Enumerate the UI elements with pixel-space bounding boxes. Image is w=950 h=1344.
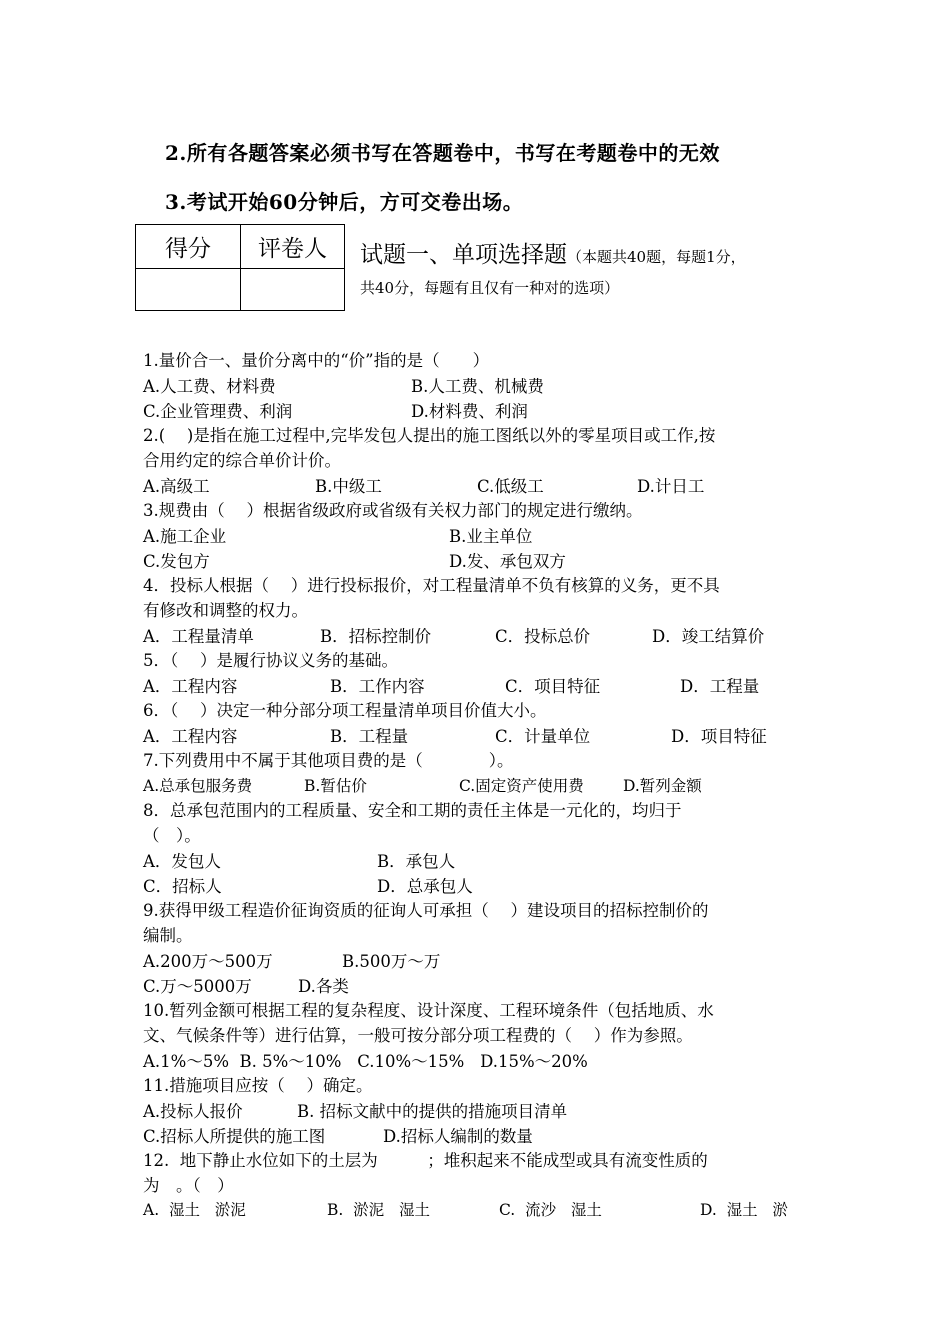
question-2: 2.( )是指在施工过程中,完毕发包人提出的施工图纸以外的零星项目或工作,按	[143, 426, 716, 445]
q7-option-b: B.暂估价	[304, 777, 367, 795]
q6-option-b: B．工程量	[330, 727, 409, 746]
question-5: 5．（ ）是履行协议义务的基础。	[143, 651, 398, 670]
q5-option-b: B．工作内容	[330, 677, 425, 696]
q2-option-d: D.计日工	[637, 477, 705, 496]
q7-option-c: C.固定资产使用费	[459, 777, 584, 795]
q3-option-c: C.发包方	[143, 552, 210, 571]
q11-option-b: B. 招标文献中的提供的措施项目清单	[297, 1102, 568, 1121]
q1-option-d: D.材料费、利润	[411, 402, 528, 421]
q11-option-a: A.投标人报价	[143, 1102, 243, 1121]
question-1: 1.量价合一、量价分离中的“价”指的是（ ）	[143, 351, 490, 370]
question-10: 10.暂列金额可根据工程的复杂程度、设计深度、工程环境条件（包括地质、水	[143, 1001, 714, 1020]
section-heading	[360, 236, 746, 269]
question-4: 4．投标人根据（ ）进行投标报价，对工程量清单不负有核算的义务，更不具	[143, 576, 720, 595]
section-note-1: （本题共40题，每题1分，	[567, 248, 746, 266]
question-12-cont: 为 。（ ）	[143, 1176, 234, 1195]
score-table	[135, 224, 345, 311]
grader-cell	[241, 269, 345, 311]
q12-option-b: B. 淤泥 湿土	[327, 1201, 430, 1219]
q9-option-b: B.500万～万	[342, 952, 441, 971]
q7-option-d: D.暂列金额	[623, 777, 702, 795]
section-title: 试题一、单项选择题	[360, 242, 567, 268]
q2-option-b: B.中级工	[315, 477, 382, 496]
q12-option-c: C. 流沙 湿土	[499, 1201, 602, 1219]
q7-option-a: A.总承包服务费	[143, 777, 253, 795]
q4-option-c: C．投标总价	[495, 627, 591, 646]
q8-option-a: A．发包人	[143, 852, 221, 871]
q9-option-c: C.万～5000万	[143, 977, 252, 996]
score-cell	[136, 269, 241, 311]
q3-option-d: D.发、承包双方	[449, 552, 566, 571]
q6-option-d: D．项目特征	[671, 727, 767, 746]
q4-option-a: A．工程量清单	[143, 627, 254, 646]
notice-3: 3.考试开始60分钟后，方可交卷出场。	[165, 190, 524, 214]
question-7: 7.下列费用中不属于其他项目费的是（ ）。	[143, 751, 514, 770]
q5-option-c: C．项目特征	[505, 677, 601, 696]
q2-option-c: C.低级工	[477, 477, 544, 496]
notice-2: 2.所有各题答案必须书写在答题卷中，书写在考题卷中的无效	[165, 141, 720, 165]
score-header: 得分	[136, 225, 241, 269]
q11-option-d: D.招标人编制的数量	[383, 1127, 533, 1146]
question-8-cont: （ ）。	[143, 826, 201, 845]
q4-option-b: B．招标控制价	[320, 627, 432, 646]
q6-option-c: C．计量单位	[495, 727, 591, 746]
q8-option-b: B．承包人	[377, 852, 456, 871]
question-11: 11.措施项目应按（ ）确定。	[143, 1076, 373, 1095]
q8-option-c: C．招标人	[143, 877, 222, 896]
question-9-cont: 编制。	[143, 926, 193, 945]
q8-option-d: D．总承包人	[377, 877, 473, 896]
q4-option-d: D．竣工结算价	[652, 627, 765, 646]
q2-option-a: A.高级工	[143, 477, 210, 496]
q1-option-b: B.人工费、机械费	[411, 377, 544, 396]
q9-option-a: A.200万～500万	[143, 952, 273, 971]
grader-header: 评卷人	[241, 225, 345, 269]
q9-option-d: D.各类	[298, 977, 349, 996]
q11-option-c: C.招标人所提供的施工图	[143, 1127, 326, 1146]
q3-option-a: A.施工企业	[143, 527, 227, 546]
q1-option-c: C.企业管理费、利润	[143, 402, 293, 421]
question-10-cont: 文、气候条件等）进行估算，一般可按分部分项工程费的（ ）作为参照。	[143, 1026, 693, 1045]
q6-option-a: A．工程内容	[143, 727, 238, 746]
question-8: 8．总承包范围内的工程质量、安全和工期的责任主体是一元化的，均归于	[143, 801, 682, 820]
q1-option-a: A.人工费、材料费	[143, 377, 276, 396]
question-2-cont: 合用约定的综合单价计价。	[143, 451, 341, 470]
section-note-2: 共40分，每题有且仅有一种对的选项）	[360, 279, 620, 297]
question-9: 9.获得甲级工程造价征询资质的征询人可承担（ ）建设项目的招标控制价的	[143, 901, 709, 920]
q12-option-d: D. 湿土 淤	[700, 1201, 788, 1219]
q12-option-a: A. 湿土 淤泥	[143, 1201, 246, 1219]
q5-option-d: D．工程量	[680, 677, 760, 696]
q5-option-a: A．工程内容	[143, 677, 238, 696]
question-3: 3.规费由（ ）根据省级政府或省级有关权力部门的规定进行缴纳。	[143, 501, 643, 520]
q10-options: A.1%～5% B. 5%～10% C.10%～15% D.15%～20%	[143, 1052, 588, 1071]
question-6: 6．（ ）决定一种分部分项工程量清单项目价值大小。	[143, 701, 547, 720]
question-12: 12. 地下静止水位如下的土层为 ；堆积起来不能成型或具有流变性质的	[143, 1151, 708, 1170]
question-4-cont: 有修改和调整的权力。	[143, 601, 308, 620]
q3-option-b: B.业主单位	[449, 527, 533, 546]
